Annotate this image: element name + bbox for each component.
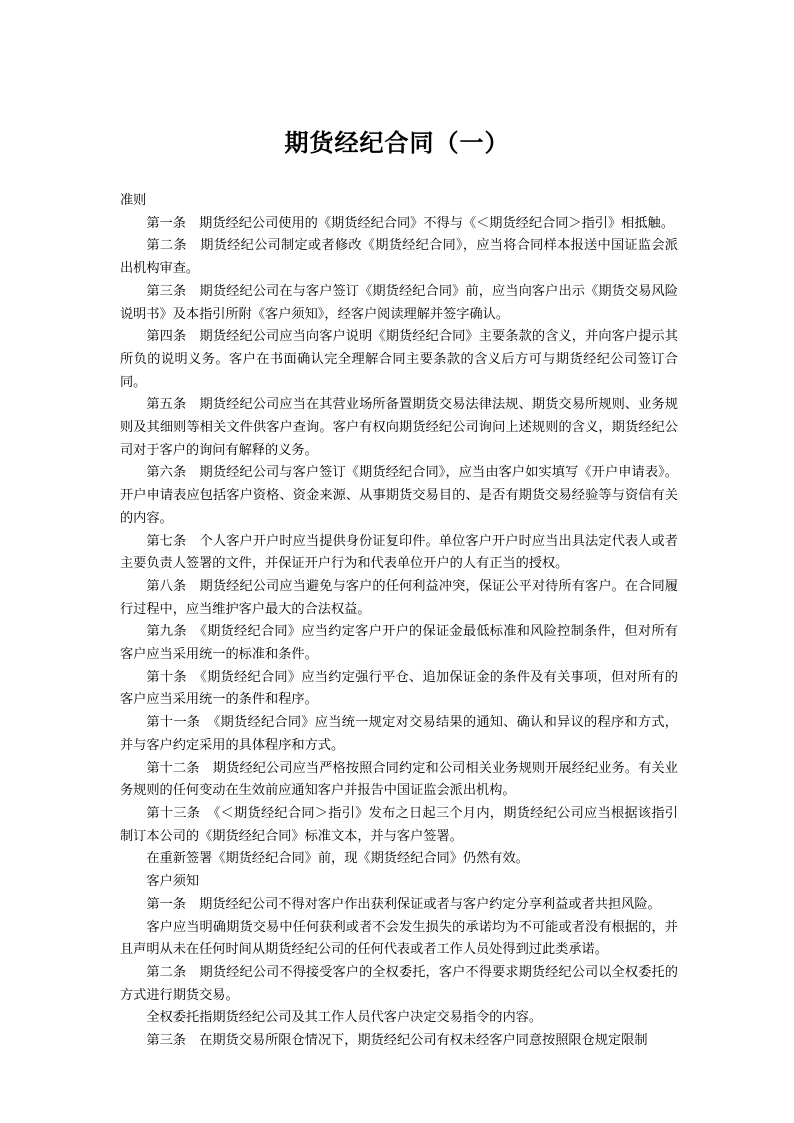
article-paragraph: 第十二条 期货经纪公司应当严格按照合同约定和公司相关业务规则开展经纪业务。有关业务规则的任何变动在生效前应通知客户并报告中国证监会派出机构。 bbox=[120, 760, 678, 799]
article-paragraph: 第五条 期货经纪公司应当在其营业场所备置期货交易法律法规、期货交易所规则、业务规则及其细则等相关文件供客户查询。客户有权向期货经纪公司询问上述规则的含义，期货经纪公司对于客户的询问有解释的义务。 bbox=[120, 397, 678, 458]
article-paragraph: 第十三条 《＜期货经纪合同＞指引》发布之日起三个月内，期货经纪公司应当根据该指引制订本公司的《期货经纪合同》标准文本，并与客户签署。 bbox=[120, 805, 678, 844]
article-paragraph: 第三条 期货经纪公司在与客户签订《期货经纪合同》前，应当向客户出示《期货交易风险说明书》及本指引所附《客户须知》，经客户阅读理解并签字确认。 bbox=[120, 283, 678, 322]
article-paragraph: 第九条 《期货经纪合同》应当约定客户开户的保证金最低标准和风险控制条件，但对所有客户应当采用统一的标准和条件。 bbox=[120, 624, 678, 663]
article-paragraph: 第一条 期货经纪公司使用的《期货经纪合同》不得与《＜期货经纪合同＞指引》相抵触。 bbox=[146, 215, 674, 231]
document-body bbox=[120, 190, 678, 1053]
article-paragraph: 在重新签署《期货经纪合同》前，现《期货经纪合同》仍然有效。 bbox=[146, 851, 529, 867]
article-paragraph: 第三条 在期货交易所限仓情况下，期货经纪公司有权未经客户同意按照限仓规定限制 bbox=[146, 1033, 648, 1049]
article-paragraph: 第四条 期货经纪公司应当向客户说明《期货经纪合同》主要条款的含义，并向客户提示其所负的说明义务。客户在书面确认完全理解合同主要条款的含义后方可与期货经纪公司签订合同。 bbox=[120, 329, 678, 390]
article-paragraph: 第十一条 《期货经纪合同》应当统一规定对交易结果的通知、确认和异议的程序和方式，并与客户约定采用的具体程序和方式。 bbox=[120, 715, 678, 753]
article-paragraph: 第八条 期货经纪公司应当避免与客户的任何利益冲突，保证公平对待所有客户。在合同履行过程中，应当维护客户最大的合法权益。 bbox=[120, 578, 678, 617]
article-paragraph: 第六条 期货经纪公司与客户签订《期货经纪合同》，应当由客户如实填写《开户申请表》。开户申请表应包括客户资格、资金来源、从事期货交易目的、是否有期货交易经验等与资信有关的内容。 bbox=[120, 465, 678, 526]
document-title: 期货经纪合同（一） bbox=[284, 129, 510, 157]
article-paragraph: 第二条 期货经纪公司不得接受客户的全权委托，客户不得要求期货经纪公司以全权委托的方式进行期货交易。 bbox=[120, 964, 678, 1003]
article-paragraph: 第二条 期货经纪公司制定或者修改《期货经纪合同》，应当将合同样本报送中国证监会派出机构审查。 bbox=[120, 238, 678, 277]
section-heading-client-notice: 客户须知 bbox=[146, 874, 200, 890]
article-paragraph: 第七条 个人客户开户时应当提供身份证复印件。单位客户开户时应当出具法定代表人或者主要负责人签署的文件，并保证开户行为和代表单位开户的人有正当的授权。 bbox=[120, 533, 678, 572]
article-paragraph: 客户应当明确期货交易中任何获利或者不会发生损失的承诺均为不可能或者没有根据的，并且声明从未在任何时间从期货经纪公司的任何代表或者工作人员处得到过此类承诺。 bbox=[120, 919, 678, 958]
article-paragraph: 第十条 《期货经纪合同》应当约定强行平仓、追加保证金的条件及有关事项，但对所有的客户应当采用统一的条件和程序。 bbox=[120, 669, 678, 708]
article-paragraph: 全权委托指期货经纪公司及其工作人员代客户决定交易指令的内容。 bbox=[146, 1010, 543, 1026]
section-heading-rules: 准则 bbox=[120, 193, 147, 208]
article-paragraph: 第一条 期货经纪公司不得对客户作出获利保证或者与客户约定分享利益或者共担风险。 bbox=[146, 896, 661, 912]
